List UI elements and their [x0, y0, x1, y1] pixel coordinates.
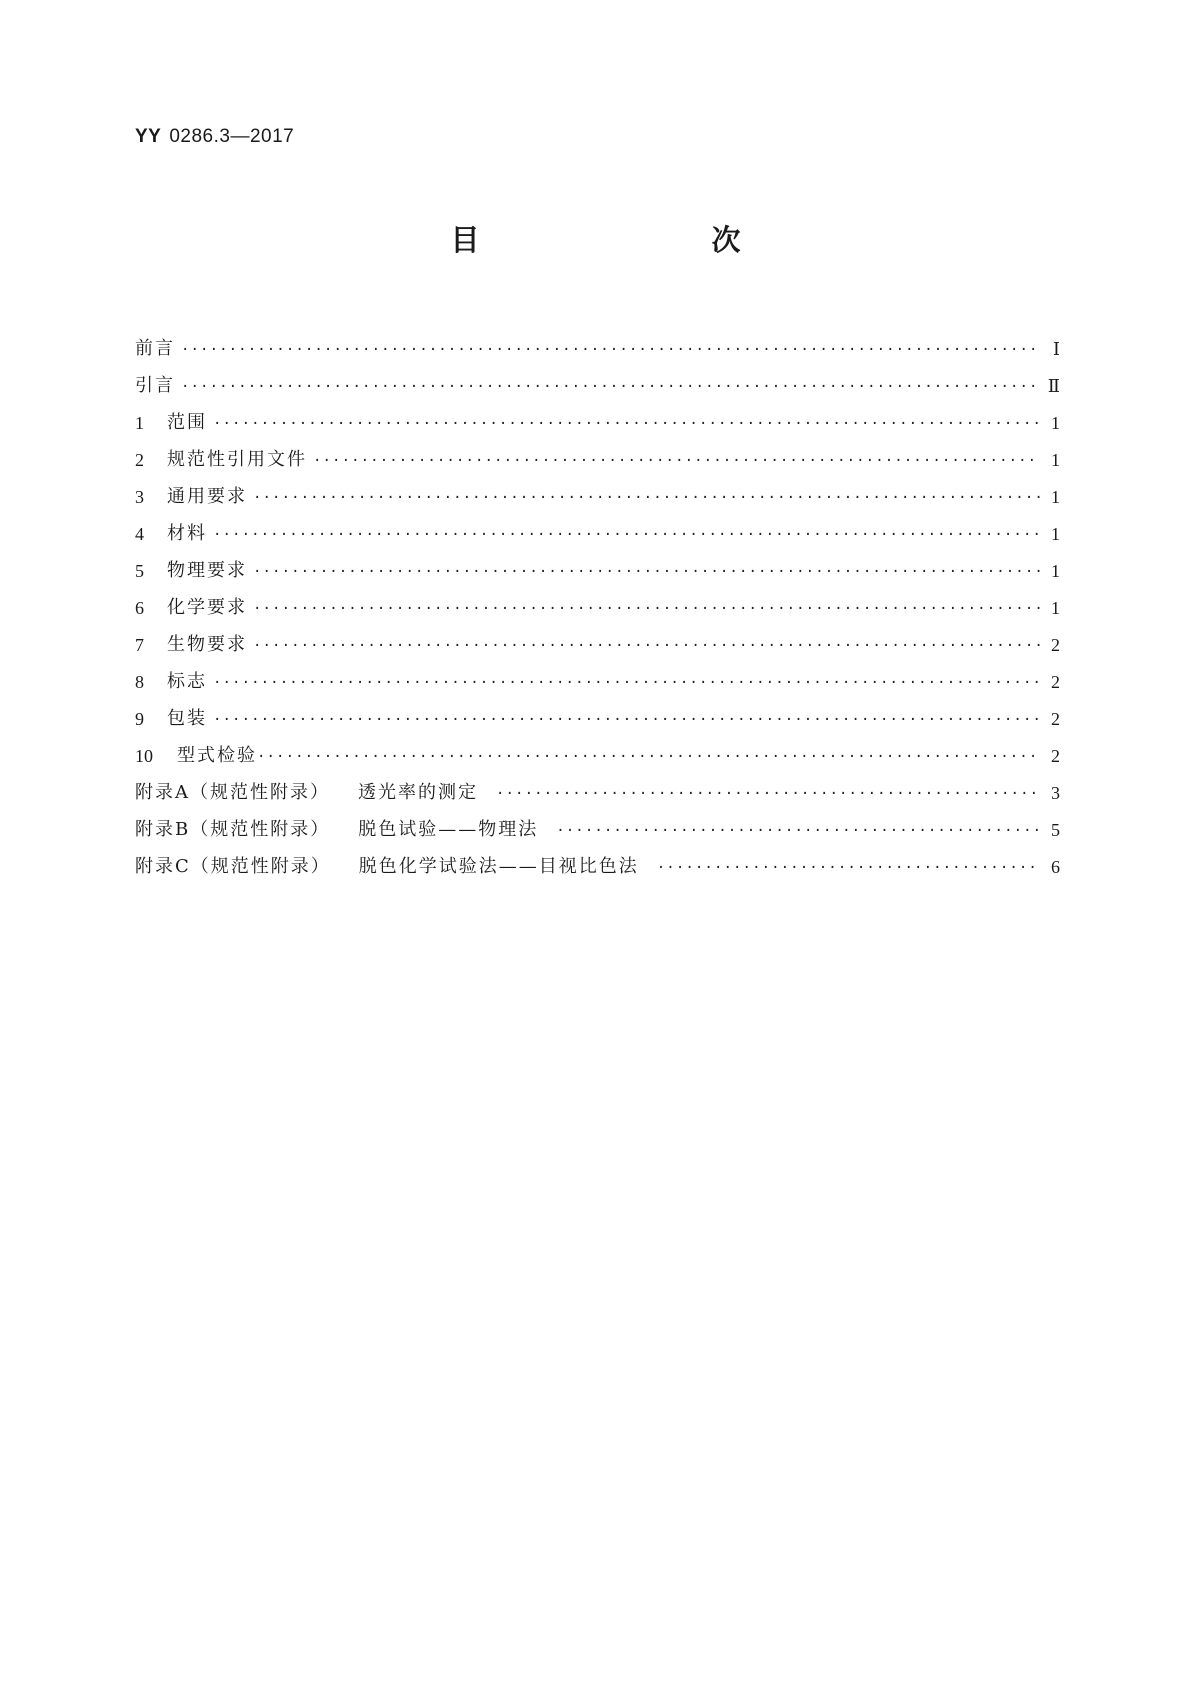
toc-entry-appendix-c[interactable]	[135, 840, 1060, 877]
toc-entry-number: 1	[135, 413, 144, 433]
toc-entry-page: 1	[1051, 487, 1060, 507]
dot-leader	[181, 339, 1040, 359]
toc-entry-2[interactable]	[135, 433, 1060, 470]
dot-leader	[496, 783, 1040, 803]
toc-entry-page: 3	[1051, 783, 1060, 803]
dot-leader	[253, 561, 1040, 581]
dot-leader	[181, 376, 1040, 396]
toc-entry-introduction[interactable]	[135, 359, 1060, 396]
toc-entry-title: 透光率的测定	[358, 782, 478, 803]
toc-entry-label: 化学要求	[167, 597, 247, 618]
standard-number-value: 0286.3—2017	[169, 126, 295, 147]
dot-leader	[213, 413, 1040, 433]
dot-leader	[213, 672, 1040, 692]
toc-entry-1[interactable]	[135, 396, 1060, 433]
standard-code: YY	[135, 126, 162, 147]
toc-entry-label: 生物要求	[167, 634, 247, 655]
dot-leader	[313, 450, 1040, 470]
toc-entry-6[interactable]	[135, 581, 1060, 618]
toc-entry-title: 脱色化学试验法——目视比色法	[358, 856, 639, 877]
toc-entry-7[interactable]	[135, 618, 1060, 655]
toc-entry-label: 规范性引用文件	[167, 449, 307, 470]
toc-entry-label: 范围	[167, 412, 207, 433]
table-of-contents	[135, 322, 1060, 877]
toc-entry-8[interactable]	[135, 655, 1060, 692]
toc-entry-number: 4	[135, 524, 144, 544]
toc-entry-page: 2	[1051, 672, 1060, 692]
dot-leader	[253, 635, 1040, 655]
toc-entry-3[interactable]	[135, 470, 1060, 507]
toc-entry-4[interactable]	[135, 507, 1060, 544]
toc-entry-page: 2	[1051, 635, 1060, 655]
toc-entry-number: 9	[135, 709, 144, 729]
toc-entry-10[interactable]	[135, 729, 1060, 766]
page-title: 目 次	[450, 223, 799, 257]
toc-entry-page: Ⅱ	[1047, 376, 1060, 396]
toc-entry-title: 脱色试验——物理法	[358, 819, 539, 840]
toc-entry-label: 标志	[167, 671, 207, 692]
toc-entry-page: 6	[1051, 857, 1060, 877]
toc-entry-page: 2	[1051, 709, 1060, 729]
dot-leader	[257, 746, 1040, 766]
toc-entry-label: 附录C（规范性附录）	[135, 856, 331, 877]
toc-entry-page: 1	[1051, 413, 1060, 433]
toc-entry-appendix-b[interactable]	[135, 803, 1060, 840]
toc-entry-label: 附录A（规范性附录）	[135, 782, 330, 803]
toc-entry-page: 1	[1051, 561, 1060, 581]
toc-entry-5[interactable]	[135, 544, 1060, 581]
toc-entry-page: 2	[1051, 746, 1060, 766]
toc-entry-label: 附录B（规范性附录）	[135, 819, 331, 840]
dot-leader	[253, 598, 1040, 618]
toc-entry-label: 材料	[167, 523, 207, 544]
toc-entry-page: Ⅰ	[1052, 339, 1060, 359]
toc-entry-label: 包装	[167, 708, 207, 729]
toc-entry-number: 8	[135, 672, 144, 692]
toc-entry-page: 1	[1051, 524, 1060, 544]
toc-entry-number: 5	[135, 561, 144, 581]
toc-entry-page: 5	[1051, 820, 1060, 840]
toc-entry-page: 1	[1051, 450, 1060, 470]
toc-entry-appendix-a[interactable]	[135, 766, 1060, 803]
toc-entry-foreword[interactable]	[135, 322, 1060, 359]
toc-entry-number: 10	[135, 746, 153, 766]
toc-entry-number: 3	[135, 487, 144, 507]
dot-leader	[253, 487, 1040, 507]
toc-entry-page: 1	[1051, 598, 1060, 618]
toc-entry-label: 引言	[135, 375, 175, 396]
toc-entry-label: 物理要求	[167, 560, 247, 581]
toc-entry-label: 前言	[135, 338, 175, 359]
dot-leader	[657, 857, 1040, 877]
toc-entry-number: 2	[135, 450, 144, 470]
dot-leader	[213, 709, 1040, 729]
toc-entry-9[interactable]	[135, 692, 1060, 729]
dot-leader	[213, 524, 1040, 544]
toc-entry-label: 型式检验	[177, 745, 257, 766]
toc-entry-label: 通用要求	[167, 486, 247, 507]
dot-leader	[556, 820, 1040, 840]
toc-entry-number: 6	[135, 598, 144, 618]
standard-number	[135, 126, 294, 148]
toc-entry-number: 7	[135, 635, 144, 655]
